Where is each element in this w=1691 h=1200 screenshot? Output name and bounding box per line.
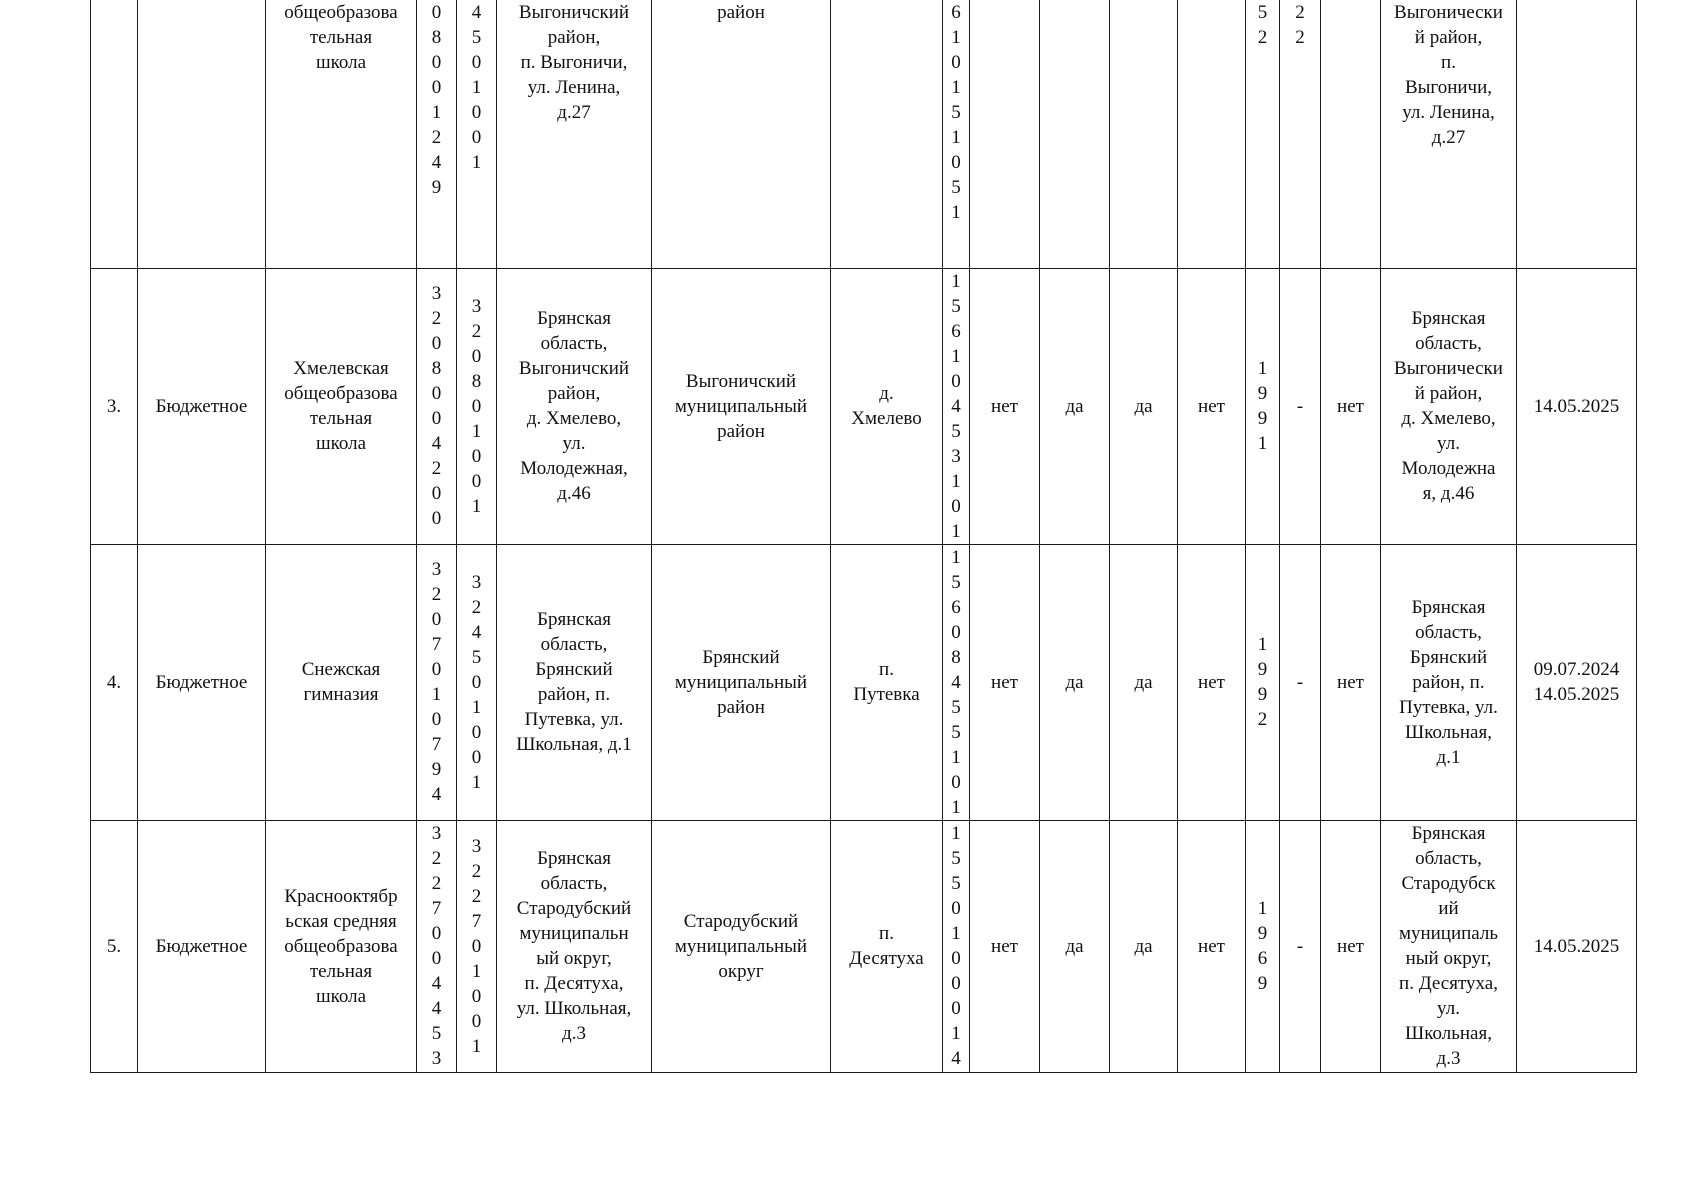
org-type: Бюджетное <box>138 820 266 1072</box>
oktmo-digits: 1 5 6 1 0 4 5 3 1 0 1 <box>943 268 970 544</box>
org-type: Бюджетное <box>138 268 266 544</box>
year-digits: 1 9 9 2 <box>1246 544 1280 820</box>
org-name: Краснооктябр ьская средняя общеобразова тельная школа <box>266 820 417 1072</box>
actual-address: Брянская область, Выгонически й район, д. Хмелево, ул. Молодежна я, д.46 <box>1381 268 1517 544</box>
actual-address: Выгонически й район, п. Выгоничи, ул. Ленина, д.27 <box>1381 0 1517 268</box>
settlement: п. Путевка <box>831 544 943 820</box>
flag-c <box>1110 0 1178 268</box>
legal-address: Выгоничский район, п. Выгоничи, ул. Ленина, д.27 <box>497 0 652 268</box>
flag-a: нет <box>970 820 1040 1072</box>
org-type <box>138 0 266 268</box>
inn-digits: 3 2 0 8 0 0 4 2 0 0 <box>417 268 457 544</box>
settlement: д. Хмелево <box>831 268 943 544</box>
kpp-digits: 4 5 0 1 0 0 1 <box>457 0 497 268</box>
kpp-digits: 3 2 4 5 0 1 0 0 1 <box>457 544 497 820</box>
legal-address: Брянская область, Стародубский муниципальн ый округ, п. Десятуха, ул. Школьная, д.3 <box>497 820 652 1072</box>
inn-digits: 3 2 2 7 0 0 4 4 5 3 <box>417 820 457 1072</box>
flag-b: да <box>1040 544 1110 820</box>
flag-c: да <box>1110 268 1178 544</box>
inspection-date <box>1517 0 1637 268</box>
registry-table <box>90 0 1637 1073</box>
row-number: 4. <box>91 544 138 820</box>
flag-c: да <box>1110 820 1178 1072</box>
settlement: п. Десятуха <box>831 820 943 1072</box>
inspection-date: 14.05.2025 <box>1517 268 1637 544</box>
settlement <box>831 0 943 268</box>
table-row <box>91 0 1637 268</box>
flag-d: нет <box>1178 268 1246 544</box>
municipality: Брянский муниципальный район <box>652 544 831 820</box>
municipality: Стародубский муниципальный округ <box>652 820 831 1072</box>
org-name: Хмелевская общеобразова тельная школа <box>266 268 417 544</box>
year-digits: 1 9 9 1 <box>1246 268 1280 544</box>
flag-d: нет <box>1178 544 1246 820</box>
org-name: Снежская гимназия <box>266 544 417 820</box>
flag-f <box>1321 0 1381 268</box>
flag-c: да <box>1110 544 1178 820</box>
org-name: общеобразова тельная школа <box>266 0 417 268</box>
actual-address: Брянская область, Стародубск ий муниципаль ный округ, п. Десятуха, ул. Школьная, д.3 <box>1381 820 1517 1072</box>
flag-e: - <box>1280 820 1321 1072</box>
inspection-date: 14.05.2025 <box>1517 820 1637 1072</box>
flag-b <box>1040 0 1110 268</box>
flag-e: - <box>1280 268 1321 544</box>
flag-a <box>970 0 1040 268</box>
flag-e: 2 2 <box>1280 0 1321 268</box>
table-row <box>91 544 1637 820</box>
flag-a: нет <box>970 268 1040 544</box>
flag-d: нет <box>1178 820 1246 1072</box>
legal-address: Брянская область, Выгоничский район, д. Хмелево, ул. Молодежная, д.46 <box>497 268 652 544</box>
municipality: Выгоничский муниципальный район <box>652 268 831 544</box>
year-digits: 5 2 <box>1246 0 1280 268</box>
inn-digits: 3 2 0 7 0 1 0 7 9 4 <box>417 544 457 820</box>
kpp-digits: 3 2 2 7 0 1 0 0 1 <box>457 820 497 1072</box>
row-number <box>91 0 138 268</box>
flag-d <box>1178 0 1246 268</box>
flag-b: да <box>1040 820 1110 1072</box>
oktmo-digits: 6 1 0 1 5 1 0 5 1 <box>943 0 970 268</box>
flag-f: нет <box>1321 820 1381 1072</box>
inn-digits: 0 8 0 0 1 2 4 9 <box>417 0 457 268</box>
org-type: Бюджетное <box>138 544 266 820</box>
flag-b: да <box>1040 268 1110 544</box>
table-row <box>91 268 1637 544</box>
flag-a: нет <box>970 544 1040 820</box>
municipality: район <box>652 0 831 268</box>
row-number: 5. <box>91 820 138 1072</box>
flag-f: нет <box>1321 268 1381 544</box>
legal-address: Брянская область, Брянский район, п. Путевка, ул. Школьная, д.1 <box>497 544 652 820</box>
table-row <box>91 820 1637 1072</box>
row-number: 3. <box>91 268 138 544</box>
flag-f: нет <box>1321 544 1381 820</box>
flag-e: - <box>1280 544 1321 820</box>
year-digits: 1 9 6 9 <box>1246 820 1280 1072</box>
inspection-date: 09.07.2024 14.05.2025 <box>1517 544 1637 820</box>
oktmo-digits: 1 5 6 0 8 4 5 5 1 0 1 <box>943 544 970 820</box>
oktmo-digits: 1 5 5 0 1 0 0 0 1 4 <box>943 820 970 1072</box>
actual-address: Брянская область, Брянский район, п. Путевка, ул. Школьная, д.1 <box>1381 544 1517 820</box>
kpp-digits: 3 2 0 8 0 1 0 0 1 <box>457 268 497 544</box>
